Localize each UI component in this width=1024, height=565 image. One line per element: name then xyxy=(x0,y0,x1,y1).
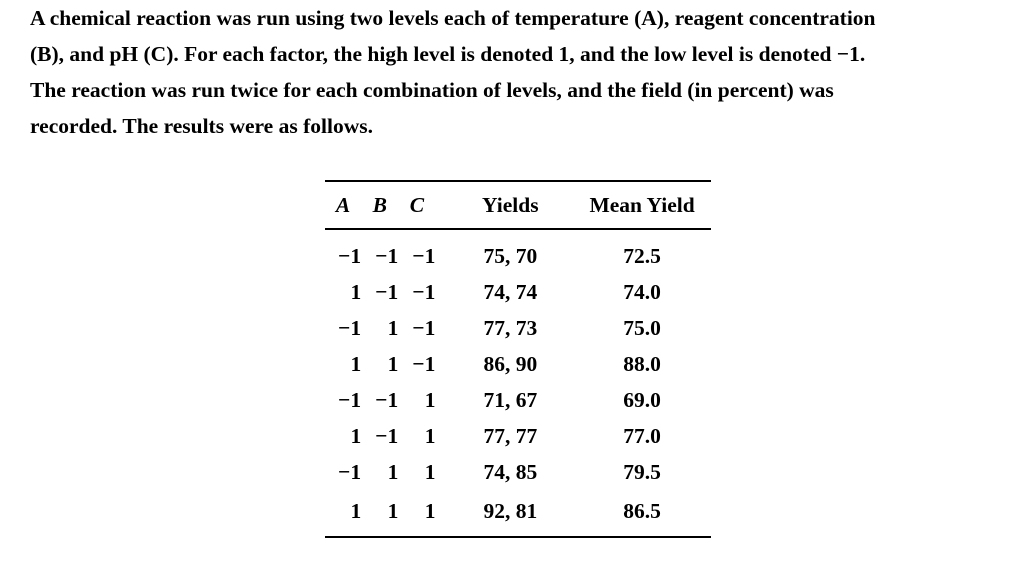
cell-b: −1 xyxy=(375,423,399,448)
header-yields: Yields xyxy=(482,192,539,217)
cell-a: −1 xyxy=(338,243,362,268)
cell-yields: 77, 77 xyxy=(483,423,538,448)
table-row xyxy=(325,490,711,537)
table-row xyxy=(325,274,711,310)
cell-yields: 75, 70 xyxy=(483,243,538,268)
cell-mean-yield: 69.0 xyxy=(623,387,661,412)
cell-b: 1 xyxy=(387,351,399,376)
cell-c: 1 xyxy=(424,459,436,484)
cell-c: 1 xyxy=(424,423,436,448)
cell-b: 1 xyxy=(387,459,399,484)
cell-yields: 86, 90 xyxy=(483,351,538,376)
header-b: B xyxy=(372,192,387,217)
cell-b: −1 xyxy=(375,279,399,304)
header-mean-yield: Mean Yield xyxy=(589,192,695,217)
table-header-row xyxy=(325,181,711,229)
problem-line-3: The reaction was run twice for each combination of levels, and the field (in percent) was xyxy=(30,78,834,102)
cell-a: 1 xyxy=(350,423,362,448)
table-row xyxy=(325,382,711,418)
cell-mean-yield: 88.0 xyxy=(623,351,661,376)
cell-yields: 92, 81 xyxy=(483,498,538,523)
problem-line-4: recorded. The results were as follows. xyxy=(30,114,373,138)
cell-mean-yield: 75.0 xyxy=(623,315,661,340)
cell-mean-yield: 72.5 xyxy=(623,243,661,268)
cell-mean-yield: 77.0 xyxy=(623,423,661,448)
cell-c: −1 xyxy=(412,279,436,304)
problem-statement xyxy=(30,0,1015,144)
header-a: A xyxy=(335,192,351,217)
cell-a: −1 xyxy=(338,459,362,484)
table-row xyxy=(325,454,711,490)
cell-yields: 74, 85 xyxy=(483,459,538,484)
cell-c: −1 xyxy=(412,351,436,376)
cell-a: 1 xyxy=(350,351,362,376)
cell-mean-yield: 79.5 xyxy=(623,459,661,484)
problem-line-2: (B), and pH (C). For each factor, the high level is denoted 1, and the low level is denoted −1. xyxy=(30,42,866,66)
cell-a: −1 xyxy=(338,315,362,340)
cell-b: −1 xyxy=(375,243,399,268)
cell-b: 1 xyxy=(387,498,399,523)
table-row xyxy=(325,346,711,382)
cell-mean-yield: 86.5 xyxy=(623,498,661,523)
cell-mean-yield: 74.0 xyxy=(623,279,661,304)
cell-a: 1 xyxy=(350,498,362,523)
cell-yields: 71, 67 xyxy=(483,387,538,412)
table-row xyxy=(325,310,711,346)
cell-c: −1 xyxy=(412,243,436,268)
table-row xyxy=(325,418,711,454)
cell-a: 1 xyxy=(350,279,362,304)
cell-a: −1 xyxy=(338,387,362,412)
cell-b: 1 xyxy=(387,315,399,340)
cell-yields: 77, 73 xyxy=(483,315,538,340)
cell-c: 1 xyxy=(424,498,436,523)
table-row xyxy=(325,229,711,274)
results-table xyxy=(325,180,711,538)
cell-c: 1 xyxy=(424,387,436,412)
cell-yields: 74, 74 xyxy=(483,279,538,304)
cell-b: −1 xyxy=(375,387,399,412)
header-c: C xyxy=(409,192,425,217)
cell-c: −1 xyxy=(412,315,436,340)
problem-line-1: A chemical reaction was run using two levels each of temperature (A), reagent concentration xyxy=(30,6,876,30)
